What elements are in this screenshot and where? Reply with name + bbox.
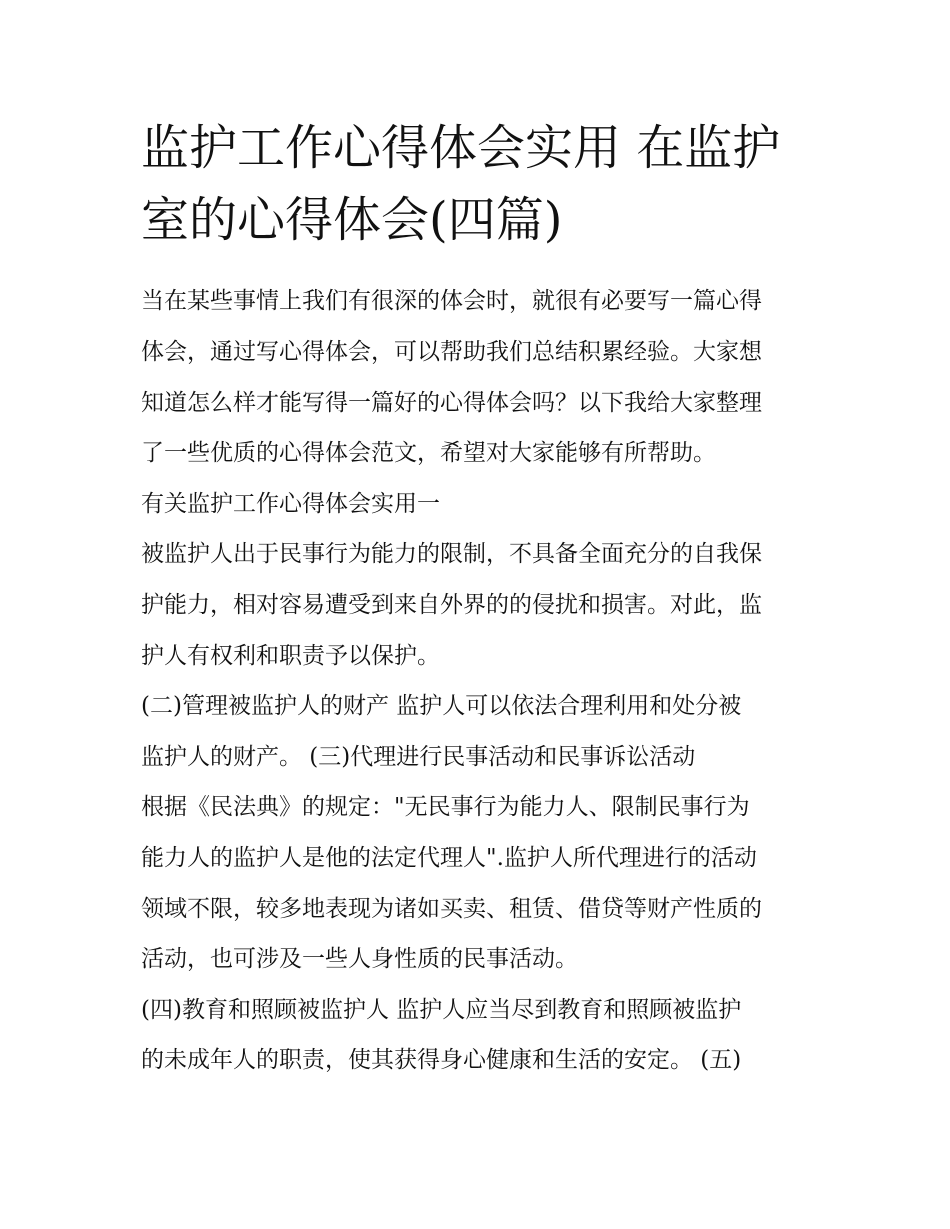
body-line: (二)管理被监护人的财产 监护人可以依法合理利用和处分被 xyxy=(141,693,742,719)
body-line: 护人有权利和职责予以保护。 xyxy=(141,643,440,669)
body-line: 监护人的财产。 (三)代理进行民事活动和民事诉讼活动 xyxy=(141,744,696,770)
body-line: 领域不限，较多地表现为诸如买卖、租赁、借贷等财产性质的 xyxy=(141,896,762,922)
title-line-2: 室的心得体会(四篇) xyxy=(141,192,563,248)
body-line: 根据《民法典》的规定："无民事行为能力人、限制民事行为 xyxy=(141,794,750,820)
document-title xyxy=(141,112,831,256)
body-line: 当在某些事情上我们有很深的体会时，就很有必要写一篇心得 xyxy=(141,288,762,314)
body-line: 活动，也可涉及一些人身性质的民事活动。 xyxy=(141,946,578,972)
body-line: 能力人的监护人是他的法定代理人".监护人所代理进行的活动 xyxy=(141,845,757,871)
title-line-1: 监护工作心得体会实用 在监护 xyxy=(141,120,781,176)
body-line: 了一些优质的心得体会范文，希望对大家能够有所帮助。 xyxy=(141,440,716,466)
body-line: 的未成年人的职责，使其获得身心健康和生活的安定。 (五) xyxy=(141,1047,742,1073)
body-line: 被监护人出于民事行为能力的限制，不具备全面充分的自我保 xyxy=(141,541,762,567)
body-line: 体会，通过写心得体会，可以帮助我们总结积累经验。大家想 xyxy=(141,339,762,365)
body-line: (四)教育和照顾被监护人 监护人应当尽到教育和照顾被监护 xyxy=(141,997,742,1023)
body-line: 护能力，相对容易遭受到来自外界的的侵扰和损害。对此，监 xyxy=(141,592,762,618)
section-heading: 有关监护工作心得体会实用一 xyxy=(141,491,440,517)
body-line: 知道怎么样才能写得一篇好的心得体会吗？以下我给大家整理 xyxy=(141,390,762,416)
